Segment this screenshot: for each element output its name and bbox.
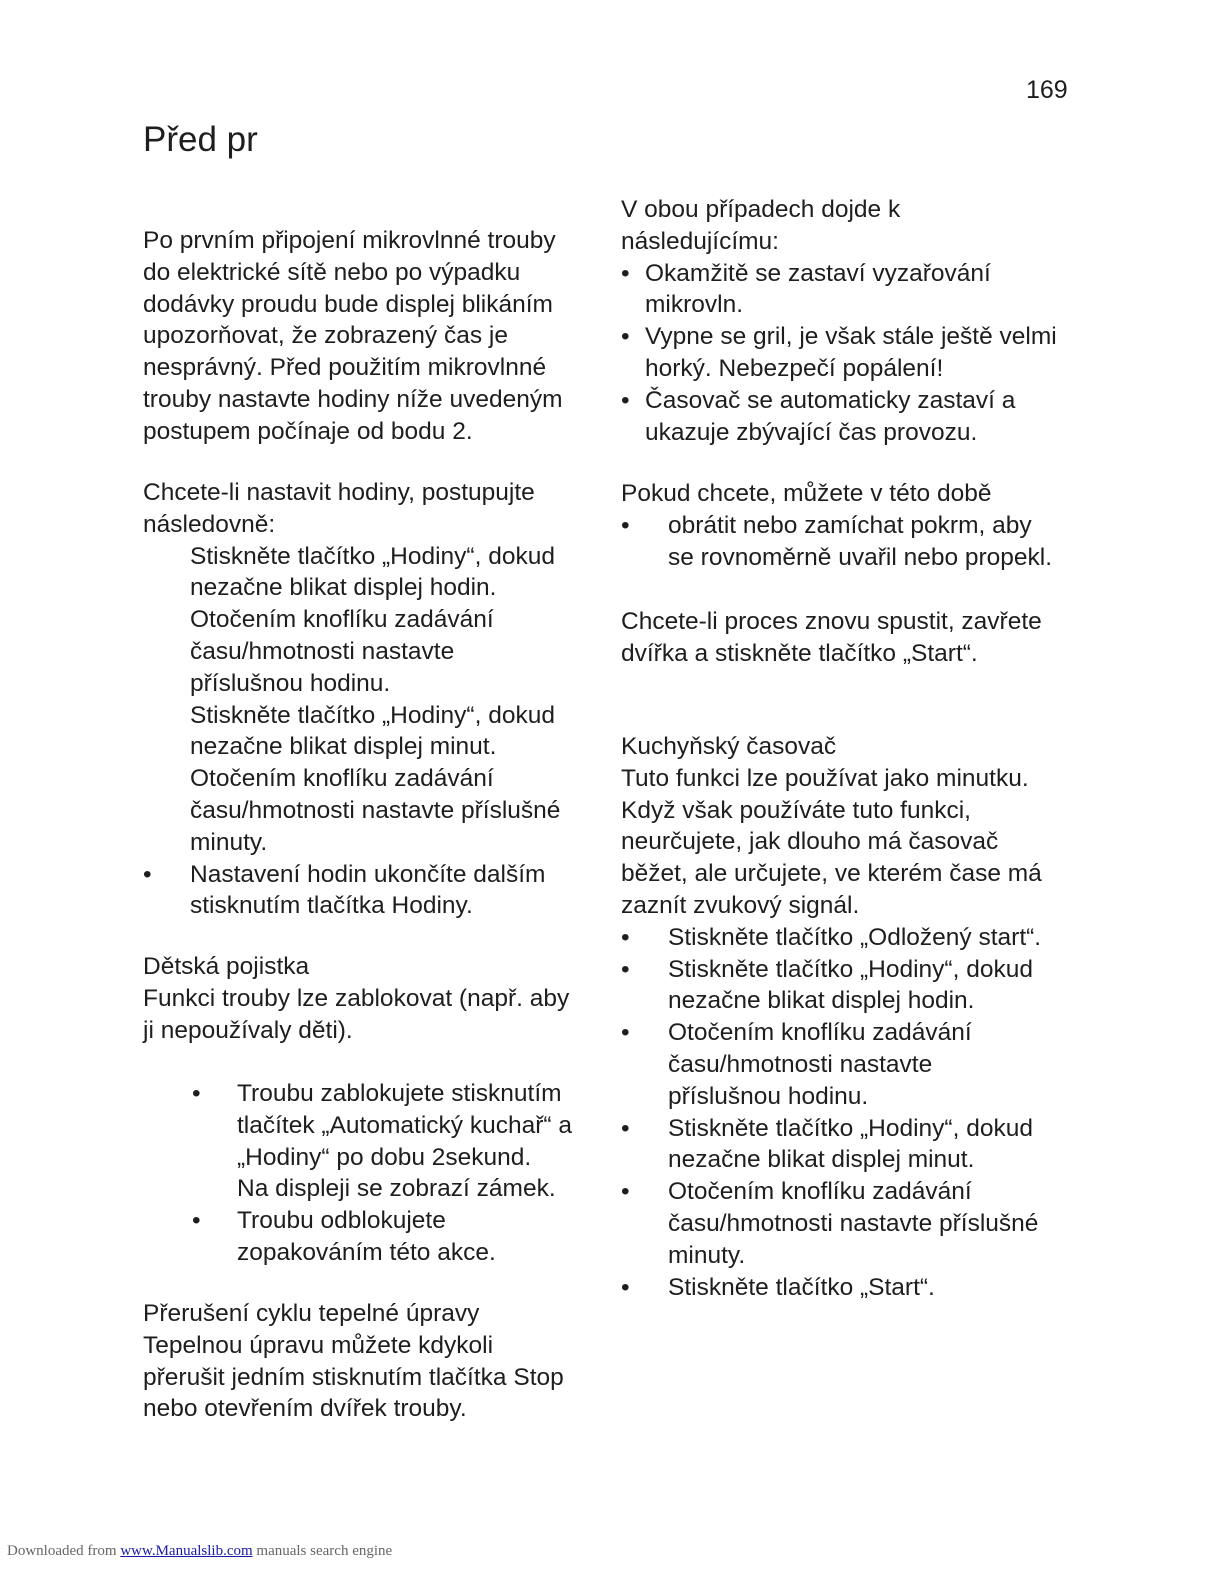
footer [7, 1543, 392, 1560]
line-text: „Hodiny“ po dobu 2sekund. [237, 1143, 532, 1171]
text-line [143, 416, 562, 448]
line-text: následujícímu: [621, 227, 779, 255]
bullet-icon: • [621, 1114, 630, 1142]
bullet-line [143, 1205, 572, 1237]
line-text: následovně: [143, 510, 276, 538]
text-line [143, 731, 560, 763]
text-line [143, 384, 562, 416]
footer-suffix: manuals search engine [252, 1543, 393, 1559]
bullet-line [621, 1017, 1042, 1049]
line-text: času/hmotnosti nastavte [668, 1050, 933, 1078]
line-text: času/hmotnosti nastavte [190, 637, 455, 665]
bullet-icon: • [621, 323, 630, 351]
line-text: do elektrické sítě nebo po výpadku [143, 258, 521, 286]
line-text: nezačne blikat displej minut. [668, 1146, 975, 1174]
bullet-line [621, 385, 1057, 417]
bullet-line [621, 922, 1042, 954]
line-text: nezačne blikat displej minut. [190, 733, 497, 761]
line-text: Na displeji se zobrazí zámek. [237, 1175, 556, 1203]
bullet-icon: • [192, 1207, 201, 1235]
bullet-line [143, 1237, 572, 1269]
line-text: Stiskněte tlačítko „Hodiny“, dokud [668, 955, 1033, 983]
line-text: Stiskněte tlačítko „Start“. [668, 1273, 935, 1301]
line-text: Troubu zablokujete stisknutím [237, 1080, 562, 1107]
bullet-line [621, 1240, 1042, 1272]
line-text: postupem počínaje od bodu 2. [143, 417, 473, 445]
consequences-section [621, 194, 1057, 448]
text-line [143, 636, 560, 668]
bullet-icon: • [621, 1273, 630, 1301]
bullet-line [143, 859, 560, 891]
line-text: ji nepoužívaly děti). [143, 1016, 353, 1044]
bullet-icon: • [621, 955, 630, 983]
line-text: přerušit jedním stisknutím tlačítka Stop [143, 1363, 564, 1391]
bullet-icon: • [192, 1080, 201, 1107]
text-line [143, 1330, 564, 1362]
bullet-line [621, 1176, 1042, 1208]
line-text: příslušnou hodinu. [190, 669, 391, 697]
manualslib-link[interactable]: www.Manualslib.com [120, 1543, 253, 1559]
bullet-line [621, 1049, 1042, 1081]
bullet-icon: • [621, 511, 630, 539]
page-number: 169 [1026, 76, 1068, 104]
line-text: mikrovln. [645, 291, 744, 319]
interrupt-section [143, 1298, 564, 1425]
bullet-line [143, 890, 560, 922]
line-text: ukazuje zbývající čas provozu. [645, 418, 978, 446]
line-text: Vypne se gril, je však stále ještě velmi [645, 323, 1057, 351]
line-text: Když však používáte tuto funkci, [621, 796, 971, 824]
intro-paragraph [143, 225, 562, 448]
line-text: Stiskněte tlačítko „Hodiny“, dokud [190, 542, 555, 570]
line-text: Otočením knoflíku zadávání [668, 1019, 972, 1047]
line-text: se rovnoměrně uvařil nebo propekl. [668, 543, 1053, 571]
text-line [143, 1015, 569, 1047]
text-line [143, 827, 560, 859]
child-lock-section [143, 951, 569, 1046]
line-text: Chcete-li proces znovu spustit, zavřete [621, 608, 1042, 635]
text-line [143, 477, 560, 509]
line-text: minuty. [668, 1241, 746, 1269]
bullet-line [621, 289, 1057, 321]
bullet-line [143, 1142, 572, 1174]
bullet-line [621, 321, 1057, 353]
footer-prefix: Downloaded from [7, 1543, 121, 1559]
text-line [621, 638, 1042, 670]
line-text: Tuto funkci lze používat jako minutku. [621, 764, 1029, 792]
text-line [143, 541, 560, 573]
line-text: trouby nastavte hodiny níže uvedeným [143, 385, 563, 413]
bullet-icon: • [621, 1178, 630, 1206]
text-line [143, 1393, 564, 1425]
line-text: stisknutím tlačítka Hodiny. [190, 892, 473, 920]
line-text: tlačítek „Automatický kuchař“ a [237, 1111, 572, 1139]
line-text: neurčujete, jak dlouho má časovač [621, 828, 999, 856]
text-line [143, 668, 560, 700]
bullet-line [621, 1144, 1042, 1176]
child-lock-bullets [143, 1078, 572, 1269]
bullet-icon: • [621, 923, 630, 951]
line-text: Nastavení hodin ukončíte dalším [190, 860, 546, 888]
text-line [143, 352, 562, 384]
line-text: obrátit nebo zamíchat pokrm, aby [668, 511, 1032, 539]
line-text: Funkci trouby lze zablokovat (např. aby [143, 984, 570, 1012]
line-text: nesprávný. Před použitím mikrovlnné [143, 354, 547, 382]
line-text: Po prvním připojení mikrovlnné trouby [143, 227, 556, 254]
bullet-line [143, 1110, 572, 1142]
text-line [143, 983, 569, 1015]
bullet-line [621, 542, 1052, 574]
text-line [143, 289, 562, 321]
bullet-icon: • [621, 386, 630, 414]
line-text: Stiskněte tlačítko „Hodiny“, dokud [668, 1114, 1033, 1142]
section-heading: Přerušení cyklu tepelné úpravy [143, 1300, 480, 1327]
text-line [621, 763, 1042, 795]
bullet-line [621, 510, 1052, 542]
section-heading: Dětská pojistka [143, 953, 310, 980]
line-text: V obou případech dojde k [621, 196, 901, 223]
text-line: Pokud chcete, můžete v této době [621, 480, 992, 507]
bullet-line [621, 353, 1057, 385]
text-line [621, 795, 1042, 827]
text-line [143, 700, 560, 732]
line-text: minuty. [190, 828, 268, 856]
line-text: zaznít zvukový signál. [621, 891, 860, 919]
line-text: nezačne blikat displej hodin. [190, 574, 497, 602]
line-text: nezačne blikat displej hodin. [668, 987, 975, 1015]
line-text: upozorňovat, že zobrazený čas je [143, 322, 508, 350]
text-line [621, 606, 1042, 638]
text-line [143, 604, 560, 636]
text-line [143, 763, 560, 795]
text-line [621, 858, 1042, 890]
page-title: Před pr [143, 120, 258, 159]
bullet-line [621, 1272, 1042, 1304]
bullet-line [143, 1173, 572, 1205]
line-text: Okamžitě se zastaví vyzařování [645, 259, 991, 287]
line-text: Stiskněte tlačítko „Odložený start“. [668, 923, 1042, 951]
restart-paragraph [621, 606, 1042, 670]
text-line [621, 826, 1042, 858]
text-line [621, 890, 1042, 922]
line-text: nebo otevřením dvířek trouby. [143, 1395, 467, 1423]
bullet-line [621, 417, 1057, 449]
line-text: Tepelnou úpravu můžete kdykoli [143, 1331, 494, 1359]
bullet-icon: • [143, 860, 152, 888]
line-text: času/hmotnosti nastavte příslušné [190, 796, 561, 824]
line-text: horký. Nebezpečí popálení! [645, 354, 944, 382]
line-text: Chcete-li nastavit hodiny, postupujte [143, 479, 535, 506]
text-line [143, 795, 560, 827]
line-text: dvířka a stiskněte tlačítko „Start“. [621, 639, 978, 667]
bullet-line [621, 954, 1042, 986]
line-text: zopakováním této akce. [237, 1238, 496, 1266]
line-text: Otočením knoflíku zadávání [668, 1178, 972, 1206]
line-text: dodávky proudu bude displej blikáním [143, 290, 553, 318]
bullet-line [621, 258, 1057, 290]
text-line [143, 257, 562, 289]
section-heading: Kuchyňský časovač [621, 733, 837, 760]
line-text: Otočením knoflíku zadávání [190, 606, 494, 634]
text-line [621, 226, 1057, 258]
line-text: Časovač se automaticky zastaví a [645, 386, 1016, 414]
line-text: Troubu odblokujete [237, 1207, 446, 1235]
text-line [143, 225, 562, 257]
text-line [143, 509, 560, 541]
line-text: Otočením knoflíku zadávání [190, 765, 494, 793]
line-text: běžet, ale určujete, ve kterém čase má [621, 860, 1042, 888]
bullet-line [143, 1078, 572, 1110]
bullet-icon: • [621, 259, 630, 287]
line-text: času/hmotnosti nastavte příslušné [668, 1209, 1039, 1237]
text-line [143, 1362, 564, 1394]
bullet-line [621, 985, 1042, 1017]
clock-instructions [143, 477, 560, 922]
text-line [621, 194, 1057, 226]
bullet-line [621, 1113, 1042, 1145]
bullet-line [621, 1081, 1042, 1113]
kitchen-timer-section [621, 731, 1042, 1303]
line-text: Stiskněte tlačítko „Hodiny“, dokud [190, 701, 555, 729]
meanwhile-section [621, 478, 1052, 573]
bullet-icon: • [621, 1019, 630, 1047]
line-text: příslušnou hodinu. [668, 1082, 869, 1110]
bullet-line [621, 1208, 1042, 1240]
text-line [143, 320, 562, 352]
text-line [143, 572, 560, 604]
